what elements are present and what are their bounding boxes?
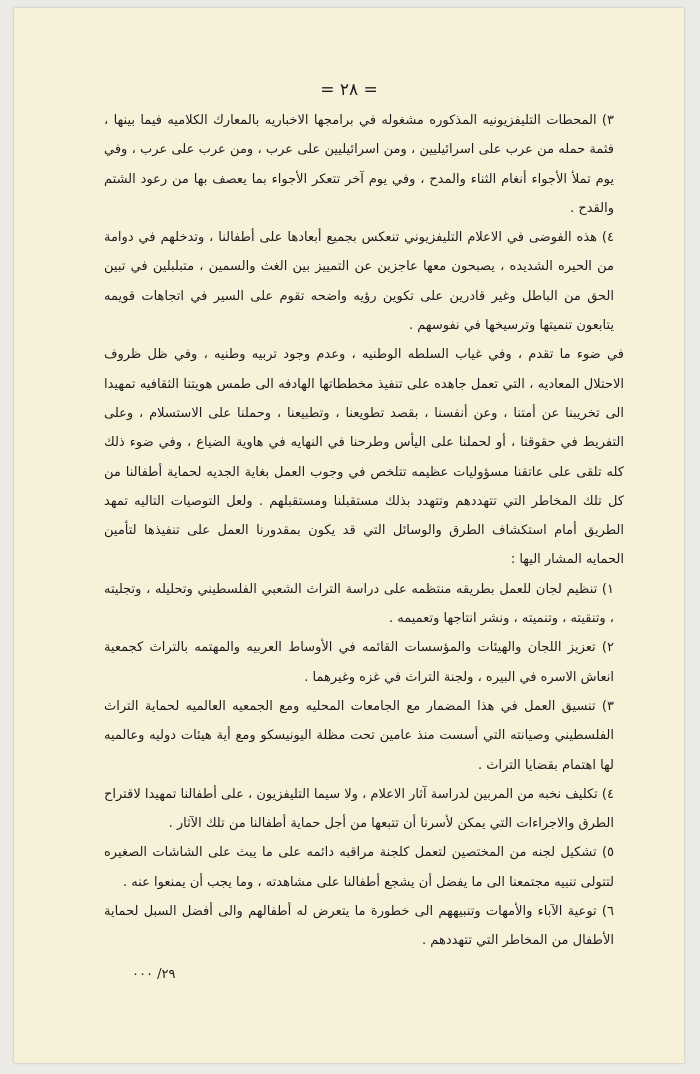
continuation-mark: ٢٩/ ٠٠٠ (132, 967, 176, 982)
recommendation-1: ١) تنظيم لجان للعمل بطريقه منتظمه على دراسة التراث الشعبي الفلسطيني وتحليله ، وتجليته ، وتنقيته ، وتنميته ، ونشر انتاجها وتعميمه . (104, 581, 614, 627)
recommendation-6: ٦) توعية الآباء والأمهات وتنبيههم الى خطورة ما يتعرض له أطفالهم والى أفضل السبل لحماية الأطفال من المخاطر التي تتهددهم . (104, 904, 614, 949)
page-number: = ٢٨ = (320, 80, 378, 100)
point-four: ٤) هذه الفوضى في الاعلام التليفزيوني تنعكس بجميع أبعادها على أطفالنا ، وتدخلهم في دوامة من الحيره الشديده ، يصبحون معها عاجزين عن التمييز بين الغث والسمين ، متبلبلين في تبين الحق من الباطل وغير قادرين على تكوين رؤيه واضحه تقوم على السير في اتجاهات قويمه يتابعون تنميتها وترسيخها في نفوسهم . (104, 230, 614, 334)
document-page (14, 8, 684, 1063)
recommendation-2: ٢) تعزيز اللجان والهيئات والمؤسسات القائمه في الأوساط العربيه والمهتمه بالتراث كجمعية انعاش الاسره في البيره ، ولجنة التراث في غزه وغيرهما . (104, 640, 614, 685)
main-paragraph: في ضوء ما تقدم ، وفي غياب السلطه الوطنيه ، وعدم وجود تربيه وطنيه ، وفي ظل ظروف الاحتلال المعاديه ، التي تعمل جاهده على تنفيذ مخططاتها الهادفه الى طمس هويتنا الثقافيه تمهيدا الى تخريبنا عن أمتنا ، وعن أنفسنا ، بقصد تطويعنا ، وتطبيعنا ، وحملنا على الاستسلام ، وعلى التفريط في حقوقنا ، أو لحملنا على اليأس وطرحنا في النهايه في هاوية الضياع ، وفي ضوء ذلك كله تلقى على عاتقنا مسؤوليات عظيمه تتلخص في وجوب العمل بغاية الجديه لحماية أطفالنا من كل تلك المخاطر التي تتهددهم وتتهدد بذلك مستقبلنا ومستقبلهم . ولعل التوصيات التاليه تمهد الطريق أمام استكشاف الطرق والوسائل التي قد يكون بمقدورنا العمل على تنفيذها لتأمين الحمايه المشار اليها : (104, 347, 624, 568)
recommendation-5: ٥) تشكيل لجنه من المختصين لتعمل كلجنة مراقبه دائمه على ما يبث على الشاشات الصغيره لتتولى تنبيه مجتمعنا الى ما يفضل أن يشجع أطفالنا على مشاهدته ، وما يجب أن يمنعوا عنه . (104, 845, 614, 890)
recommendation-4: ٤) تكليف نخبه من المربين لدراسة آثار الاعلام ، ولا سيما التليفزيون ، على أطفالنا تمهيدا لاقتراح الطرق والاجراءات التي يمكن لأسرنا أن تتبعها من أجل حماية أطفالنا من تلك الآثار . (104, 786, 614, 832)
recommendation-3: ٣) تنسيق العمل في هذا المضمار مع الجامعات المحليه ومع الجمعيه العالميه لحماية التراث الفلسطيني وصيانته التي أسست منذ عامين تحت مظلة اليونيسكو ومع أية هيئات دوليه وعالميه لها اهتمام بقضايا التراث . (104, 698, 614, 773)
point-three: ٣) المحطات التليفزيونيه المذكوره مشغوله في برامجها الاخباريه بالمعارك الكلاميه فيما بينها ، فثمة حمله من عرب على اسرائيليين ، ومن اسرائيليين على عرب ، ومن عرب على عرب ، وفي يوم تملأ الأجواء أنغام الثناء والمدح ، وفي يوم آخر تتعكر الأجواء بما يعصف بها من رعود الشتم والقدح . (104, 113, 614, 216)
document-body (104, 106, 624, 956)
